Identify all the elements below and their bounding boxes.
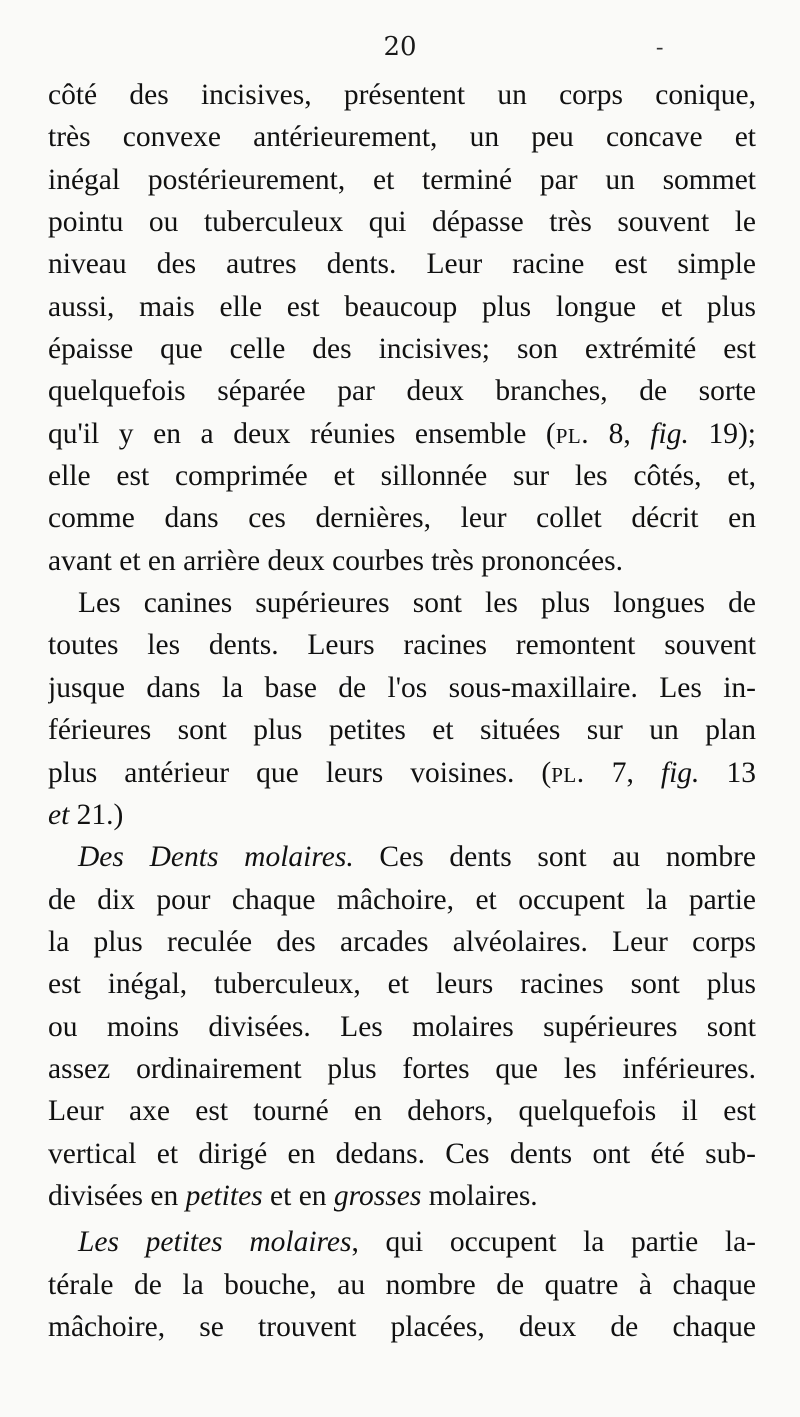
text-segment: niveau des autres dents. Leur racine est simple <box>48 248 756 281</box>
text-segment: elle est comprimée et sillonnée sur les côtés, et, <box>48 460 756 493</box>
text-line <box>48 370 756 412</box>
text-line <box>48 413 756 455</box>
text-line <box>48 455 756 497</box>
italic-text: petites <box>185 1179 263 1212</box>
text-line <box>48 74 756 116</box>
text-line <box>48 624 756 666</box>
text-line <box>48 1306 756 1348</box>
text-segment: est inégal, tuberculeux, et leurs racines sont plus <box>48 968 756 1001</box>
small-caps-text: pl. <box>555 417 590 450</box>
text-line <box>48 921 756 963</box>
text-line <box>48 667 756 709</box>
text-segment: molaires. <box>421 1179 538 1212</box>
text-segment: , qui occupent la partie la- <box>351 1226 756 1259</box>
text-line <box>48 286 756 328</box>
text-line <box>48 582 756 624</box>
text-line <box>48 836 756 878</box>
text-segment: aussi, mais elle est beaucoup plus longue et plus <box>48 290 756 323</box>
italic-text: grosses <box>333 1179 422 1212</box>
text-segment: avant et en arrière deux courbes très prononcées. <box>48 544 623 577</box>
header-mark: - <box>656 34 664 59</box>
text-segment: 7, <box>584 756 661 789</box>
italic-text: fig. <box>660 756 700 789</box>
text-segment: toutes les dents. Leurs racines remontent souvent <box>48 629 756 662</box>
text-segment: épaisse que celle des incisives; son extrémité est <box>48 333 756 366</box>
text-line <box>48 1264 756 1306</box>
italic-text: et <box>48 798 70 831</box>
text-line <box>48 243 756 285</box>
text-segment: ou moins divisées. Les molaires supérieures sont <box>48 1010 756 1043</box>
text-line <box>48 1048 756 1090</box>
text-line <box>48 540 756 582</box>
text-segment: Les canines supérieures sont les plus longues de <box>78 587 756 620</box>
paragraph <box>48 74 756 582</box>
paragraph <box>48 836 756 1217</box>
text-segment: plus antérieur que leurs voisines. ( <box>48 756 552 789</box>
text-segment: inégal postérieurement, et terminé par un sommet <box>48 163 756 196</box>
text-segment: quelquefois séparée par deux branches, de sorte <box>48 375 756 408</box>
italic-text: fig. <box>650 417 689 450</box>
text-segment: 21.) <box>69 798 124 831</box>
text-line <box>48 963 756 1005</box>
paragraph <box>48 582 756 836</box>
text-segment: Leur axe est tourné en dehors, quelquefois il est <box>48 1095 756 1128</box>
text-segment: assez ordinairement plus fortes que les inférieures. <box>48 1052 756 1085</box>
text-line <box>48 1133 756 1175</box>
text-line <box>48 1221 756 1263</box>
text-segment: et en <box>262 1179 334 1212</box>
text-line <box>48 497 756 539</box>
text-segment: mâchoire, se trouvent placées, deux de chaque <box>48 1310 756 1343</box>
text-segment: pointu ou tuberculeux qui dépasse très souvent le <box>48 206 756 239</box>
text-segment: férieures sont plus petites et situées sur un plan <box>48 714 756 747</box>
text-segment: vertical et dirigé en dedans. Ces dents ont été sub- <box>48 1137 756 1170</box>
text-line <box>48 1006 756 1048</box>
text-segment: térale de la bouche, au nombre de quatre à chaque <box>48 1268 756 1301</box>
text-segment: de dix pour chaque mâchoire, et occupent la partie <box>48 883 756 916</box>
text-line <box>48 159 756 201</box>
text-line <box>48 116 756 158</box>
page-number: 20 <box>383 32 417 62</box>
paragraph <box>48 1221 756 1348</box>
text-segment: comme dans ces dernières, leur collet décrit en <box>48 502 756 535</box>
text-line <box>48 328 756 370</box>
text-line <box>48 1175 756 1217</box>
text-segment: 13 <box>699 756 756 789</box>
text-line <box>48 1090 756 1132</box>
text-segment: côté des incisives, présentent un corps conique, <box>48 79 756 111</box>
text-line <box>48 794 756 836</box>
small-caps-text: pl. <box>551 756 585 789</box>
text-segment: 8, <box>589 417 651 450</box>
italic-text: Des Dents molaires. <box>78 841 354 874</box>
text-line <box>48 879 756 921</box>
body-text <box>48 74 756 1348</box>
text-segment: divisées en <box>48 1179 186 1212</box>
text-segment: jusque dans la base de l'os sous-maxillaire. Les in- <box>48 671 756 704</box>
text-segment: très convexe antérieurement, un peu concave et <box>48 121 756 154</box>
text-line <box>48 201 756 243</box>
text-segment: la plus reculée des arcades alvéolaires. Leur corps <box>48 925 756 958</box>
text-line <box>48 752 756 794</box>
italic-text: Les petites molaires <box>78 1226 352 1259</box>
text-segment: Ces dents sont au nombre <box>353 841 756 874</box>
text-segment: qu'il y en a deux réunies ensemble ( <box>48 417 556 450</box>
text-line <box>48 709 756 751</box>
text-segment: 19); <box>688 417 756 450</box>
